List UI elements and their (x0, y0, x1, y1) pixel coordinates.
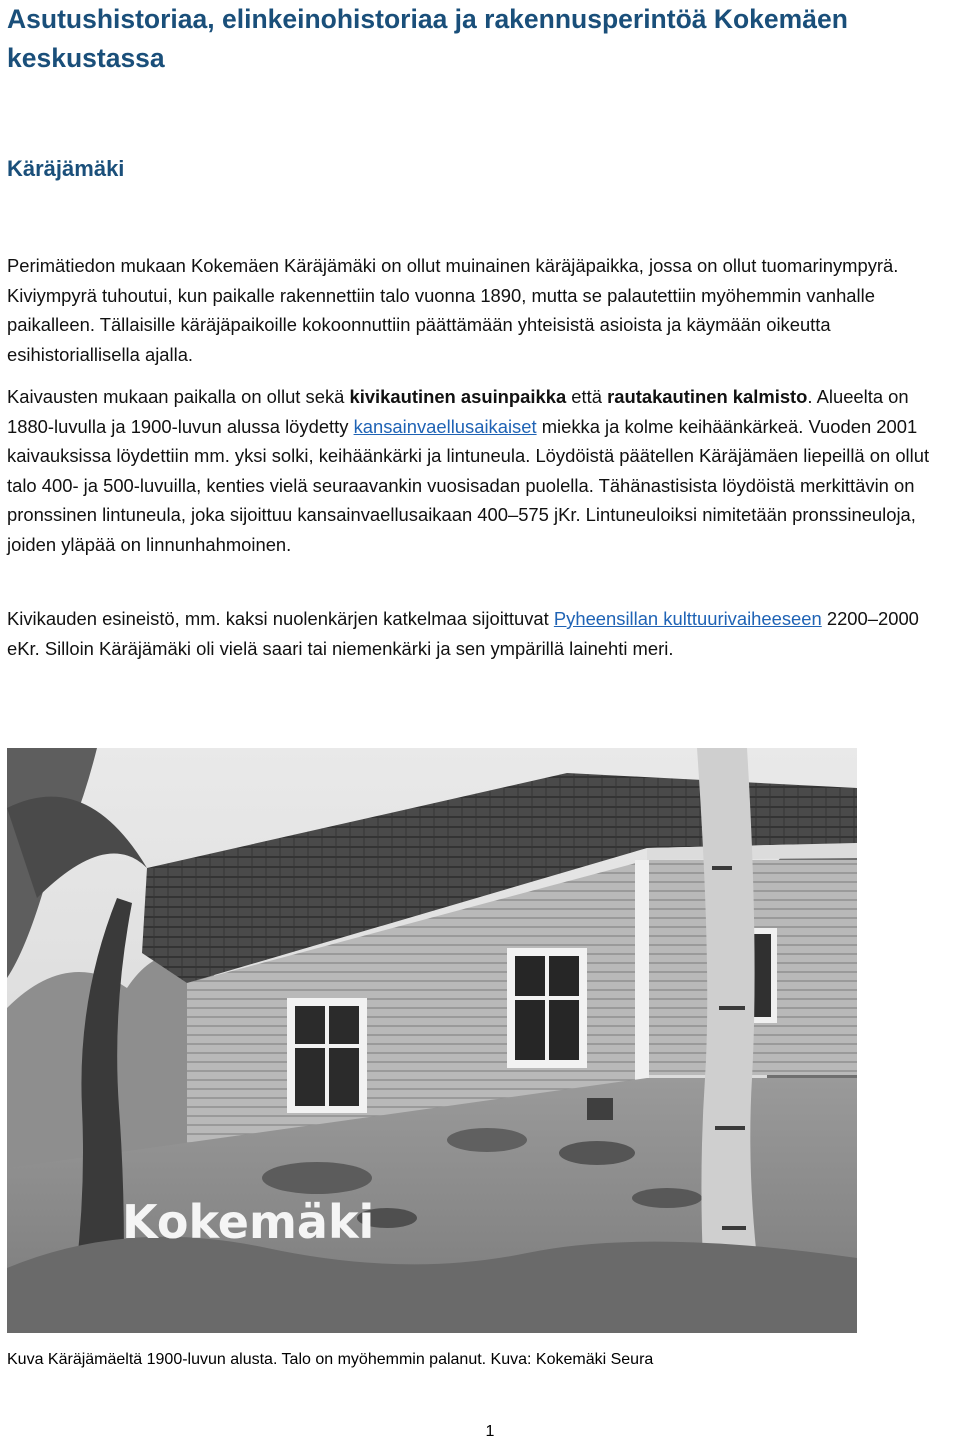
paragraph-intro: Perimätiedon mukaan Kokemäen Käräjämäki on ollut muinainen käräjäpaikka, jossa on ollut tuomarinympyrä. Kiviympyrä tuhoutui, kun paikalle rakennettiin talo vuonna 1890, mutta se palautettiin myöhemmin vanhalle paikalleen. Tällaisille käräjäpaikoille kokoonnuttiin päättämään yhteisistä asioista ja käymään oikeutta esihistoriallisella ajalla. (7, 255, 899, 365)
bold-term-stone-age-settlement: kivikautinen asuinpaikka (349, 386, 567, 407)
text-segment: miekka ja kolme keihäänkärkeä. Vuoden 2001 kaivauksissa löydettiin mm. yksi solki, keihäänkärki ja lintuneula. Löydöistä päätellen Käräjämäen liepeillä on ollut talo 400- ja 500-luvuilla, kenties vielä seuraavankin vuosisadan puolella. Tähänastisista löydöistä merkittävin on pronssinen lintuneula, joka sijoittuu kansainvaellusaikaan 400–575 jKr. Lintuneuloiksi nimitetään pronssineuloja, joiden yläpää on linnunhahmoinen. (7, 415, 930, 555)
paragraph-excavations (7, 382, 955, 559)
link-migration-period[interactable]: kansainvaellusaikaiset (353, 415, 537, 437)
paragraph-stone-age (7, 604, 955, 663)
link-pyheensilta-culture[interactable]: Pyheensillan kulttuurivaiheeseen (553, 608, 822, 629)
text-segment: 2200–2000 eKr. Silloin Käräjämäki oli vielä saari tai niemenkärki ja sen ympärillä lainehti meri. (7, 608, 919, 659)
section-heading: Käräjämäki (7, 156, 125, 181)
page-number: 1 (485, 1423, 495, 1440)
text-segment: Kaivausten mukaan paikalla on ollut sekä (7, 386, 350, 407)
text-segment: että (566, 386, 608, 407)
photo-caption: Kuva Käräjämäeltä 1900-luvun alusta. Talo on myöhemmin palanut. Kuva: Kokemäki Seura (7, 1351, 654, 1368)
document-title: Asutushistoriaa, elinkeinohistoriaa ja rakennusperintöä Kokemäen keskustassa (7, 4, 848, 73)
text-segment: Kivikauden esineistö, mm. kaksi nuolenkärjen katkelmaa sijoittuvat (7, 608, 554, 629)
text-segment: . Alueelta on 1880-luvulla ja 1900-luvun alussa löydetty (7, 386, 909, 437)
bold-term-iron-age-cemetery: rautakautinen kalmisto (607, 386, 808, 407)
historical-photo (7, 748, 857, 1333)
photo-inscription: Kokemäki (122, 1195, 375, 1249)
